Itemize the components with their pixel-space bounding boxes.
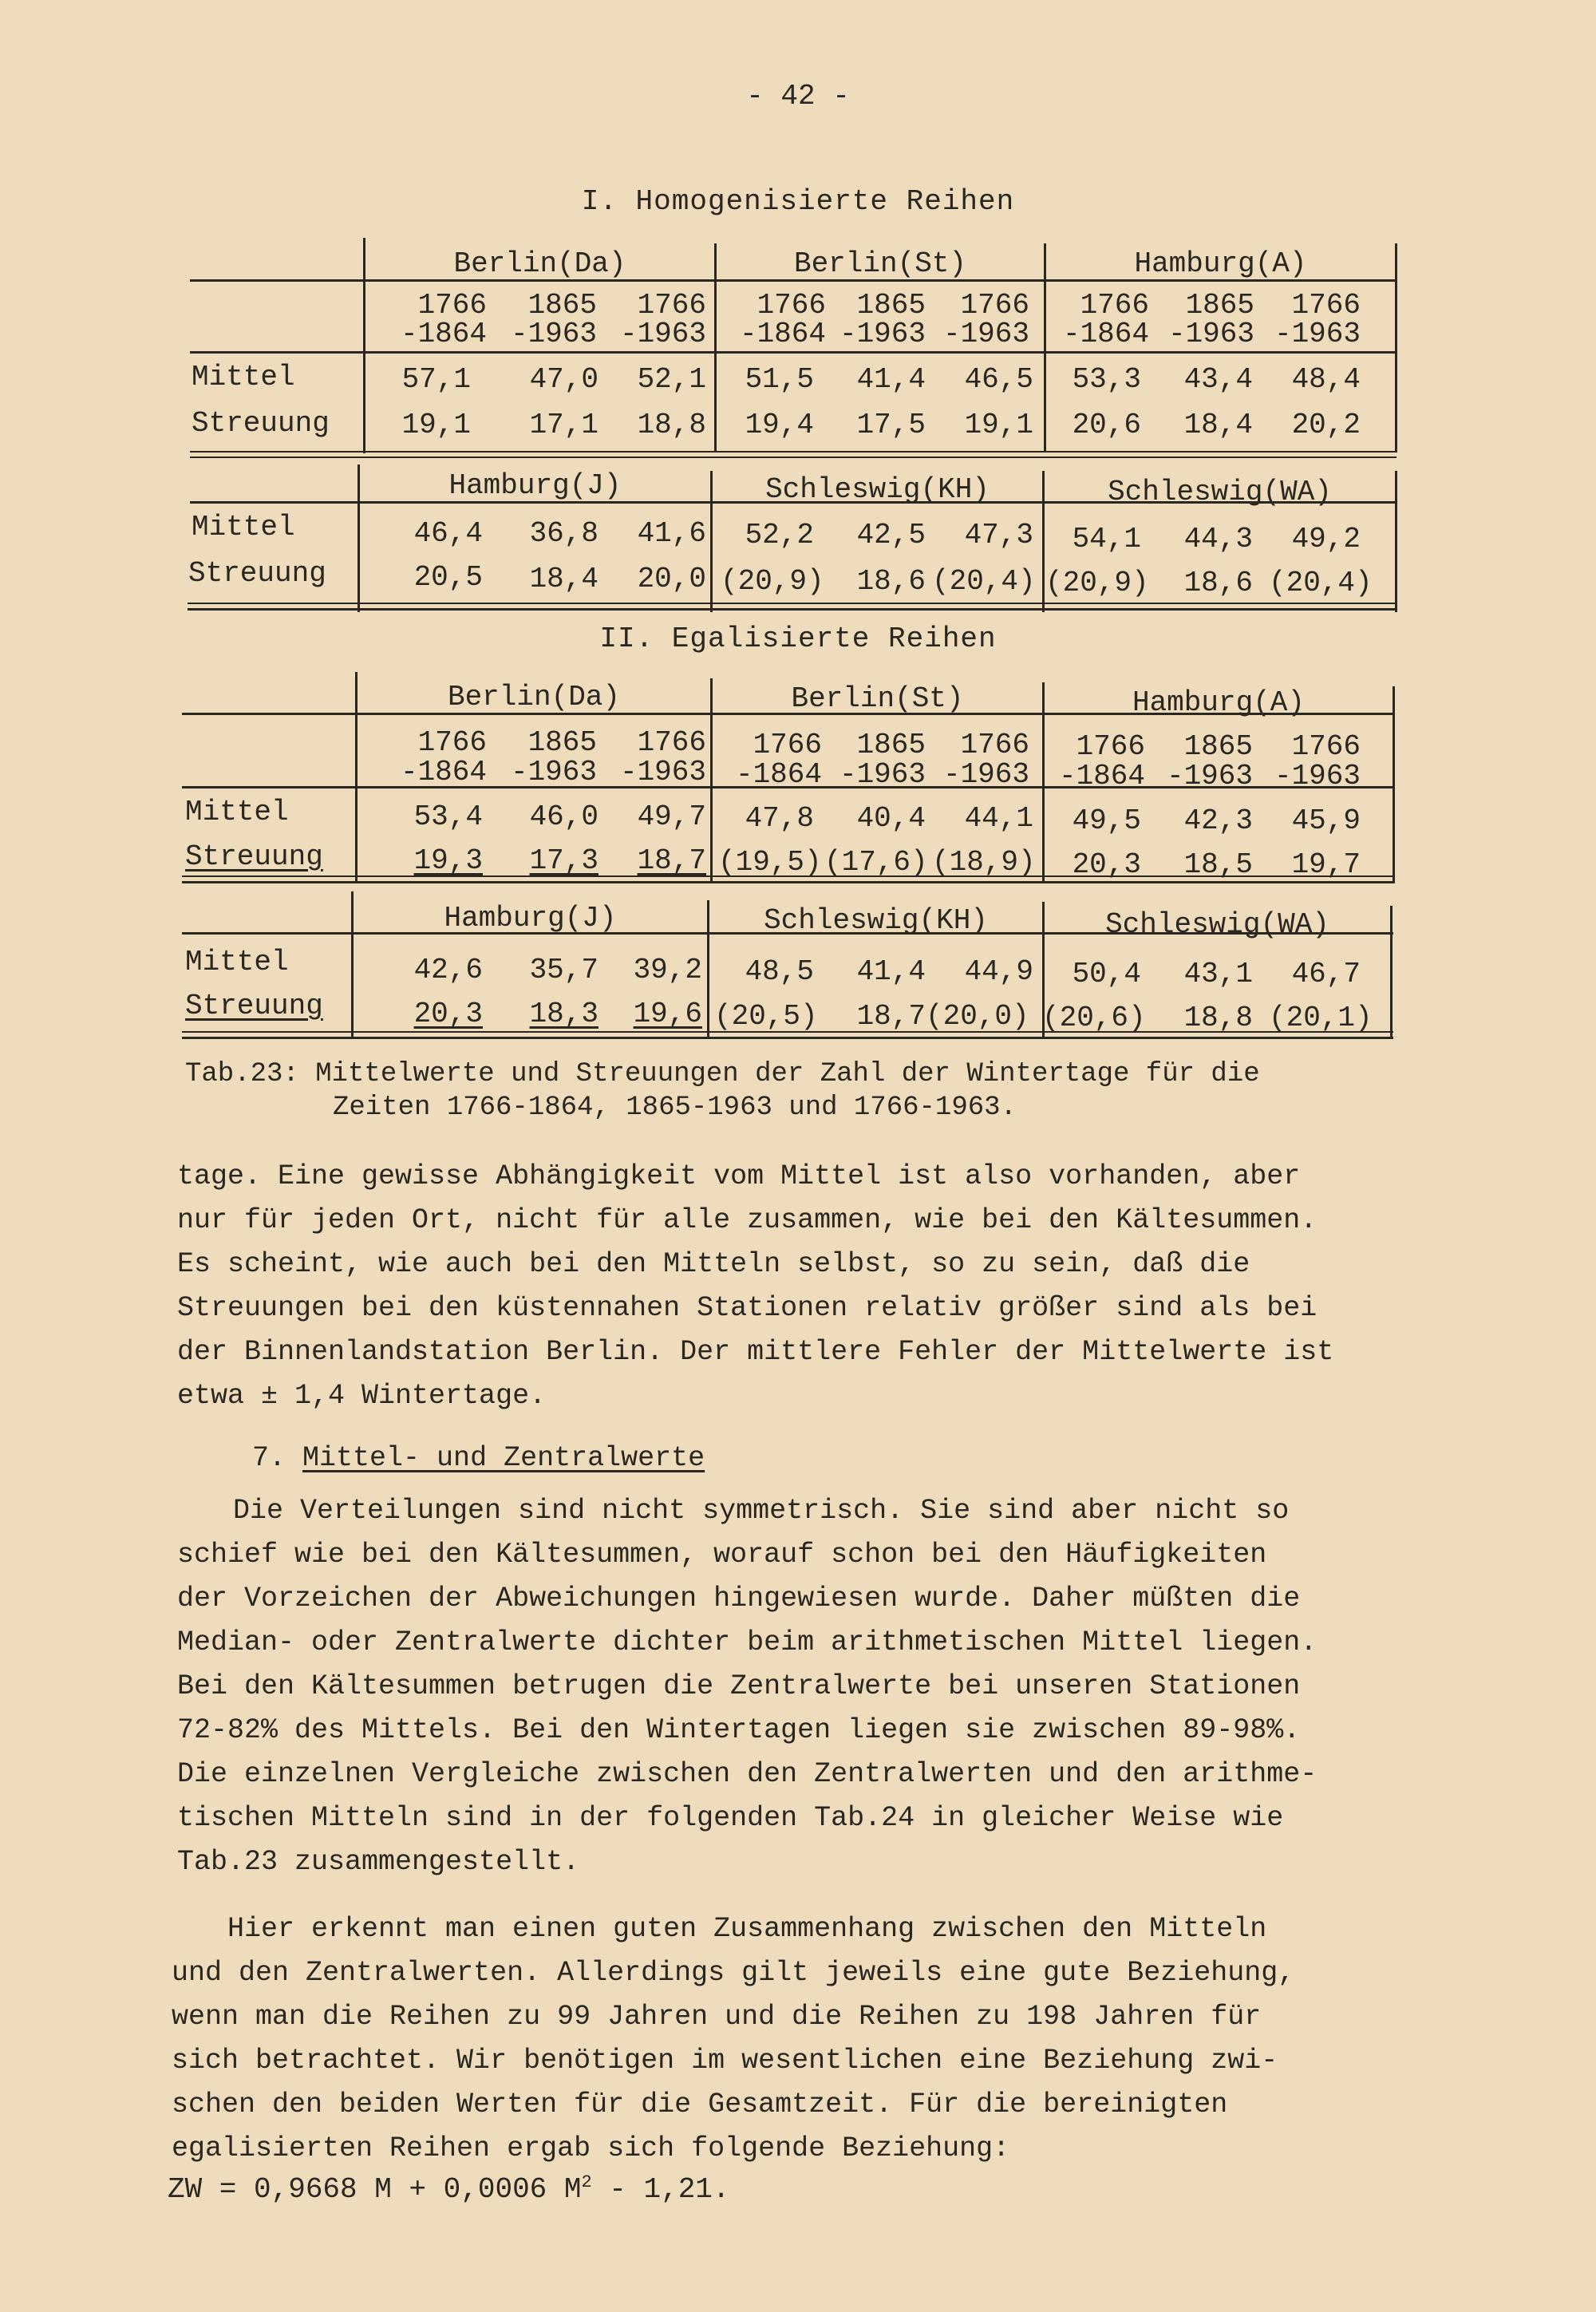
row-label-mean: Mittel [192, 361, 295, 393]
station-header: Schleswig(KH) [765, 473, 990, 506]
station-header: Schleswig(WA) [1105, 908, 1329, 941]
station-header: Hamburg(A) [1132, 686, 1306, 719]
row-label-spread: Streuung [192, 407, 330, 440]
station-header: Schleswig(WA) [1108, 476, 1332, 508]
paragraph-3: Hier erkennt man einen guten Zusammenhang zwischen den Mitteln und den Zentralwerten. Allerdings gilt jeweils eine gute Beziehung, wenn man die Reihen zu 99 Jahren und die Reihen zu 198 Jahren für sich betrachtet. Wir benötigen im wesentlichen eine Beziehung zwi- schen den beiden Werten für die Gesamtzeit. Für die bereinigten egalisierten Reihen ergab sich folgende Beziehung: [172, 1913, 1295, 2164]
paragraph-2: Die Verteilungen sind nicht symmetrisch. Sie sind aber nicht so schief wie bei den Kältesummen, worauf schon bei den Häufigkeiten der Vorzeichen der Abweichungen hingewiesen wurde. Daher müßten die Median- oder Zentralwerte dichter beim arithmetischen Mittel liegen. Bei den Kältesummen betrugen die Zentralwerte bei unseren Stationen 72-82% des Mittels. Bei den Wintertagen liegen sie zwischen 89-98%. Die einzelnen Vergleiche zwischen den Zentralwerten und den arithme- tischen Mitteln sind in der folgenden Tab.24 in gleicher Weise wie Tab.23 zusammengestellt. [177, 1495, 1317, 1878]
station-header: Hamburg(J) [444, 902, 617, 935]
row-label-spread: Streuung [188, 557, 326, 590]
row-label-mean: Mittel [185, 946, 289, 978]
station-header: Schleswig(KH) [764, 904, 988, 937]
row-label-spread: Streuung [185, 840, 323, 873]
station-header: Berlin(St) [791, 682, 964, 715]
table-caption: Tab.23: Mittelwerte und Streuungen der Zahl der Wintertage für die Zeiten 1766-1864, 1865-1963 und 1766-1963. [185, 1059, 1260, 1123]
section-1-title: I. Homogenisierte Reihen [581, 185, 1015, 218]
station-header: Berlin(Da) [447, 681, 621, 713]
row-label-mean: Mittel [185, 796, 289, 828]
row-label-mean: Mittel [192, 511, 295, 543]
station-header: Berlin(Da) [453, 247, 626, 280]
section-7-heading: 7. Mittel- und Zentralwerte [252, 1442, 705, 1474]
station-header: Hamburg(J) [448, 469, 622, 502]
page-number: - 42 - [746, 80, 850, 113]
row-label-spread: Streuung [185, 990, 323, 1022]
paragraph-1: tage. Eine gewisse Abhängigkeit vom Mittel ist also vorhanden, aber nur für jeden Ort, nicht für alle zusammen, wie bei den Kältesummen. Es scheint, wie auch bei den Mitteln selbst, so zu sein, daß die Streuungen bei den küstennahen Stationen relativ größer sind als bei der Binnenlandstation Berlin. Der mittlere Fehler der Mittelwerte ist etwa ± 1,4 Wintertage. [177, 1160, 1334, 1412]
station-header: Berlin(St) [793, 247, 967, 280]
formula: ZW = 0,9668 M + 0,0006 $M^2 - 1,21$. [168, 2172, 730, 2206]
section-2-title: II. Egalisierte Reihen [599, 622, 997, 655]
station-header: Hamburg(A) [1134, 247, 1307, 280]
